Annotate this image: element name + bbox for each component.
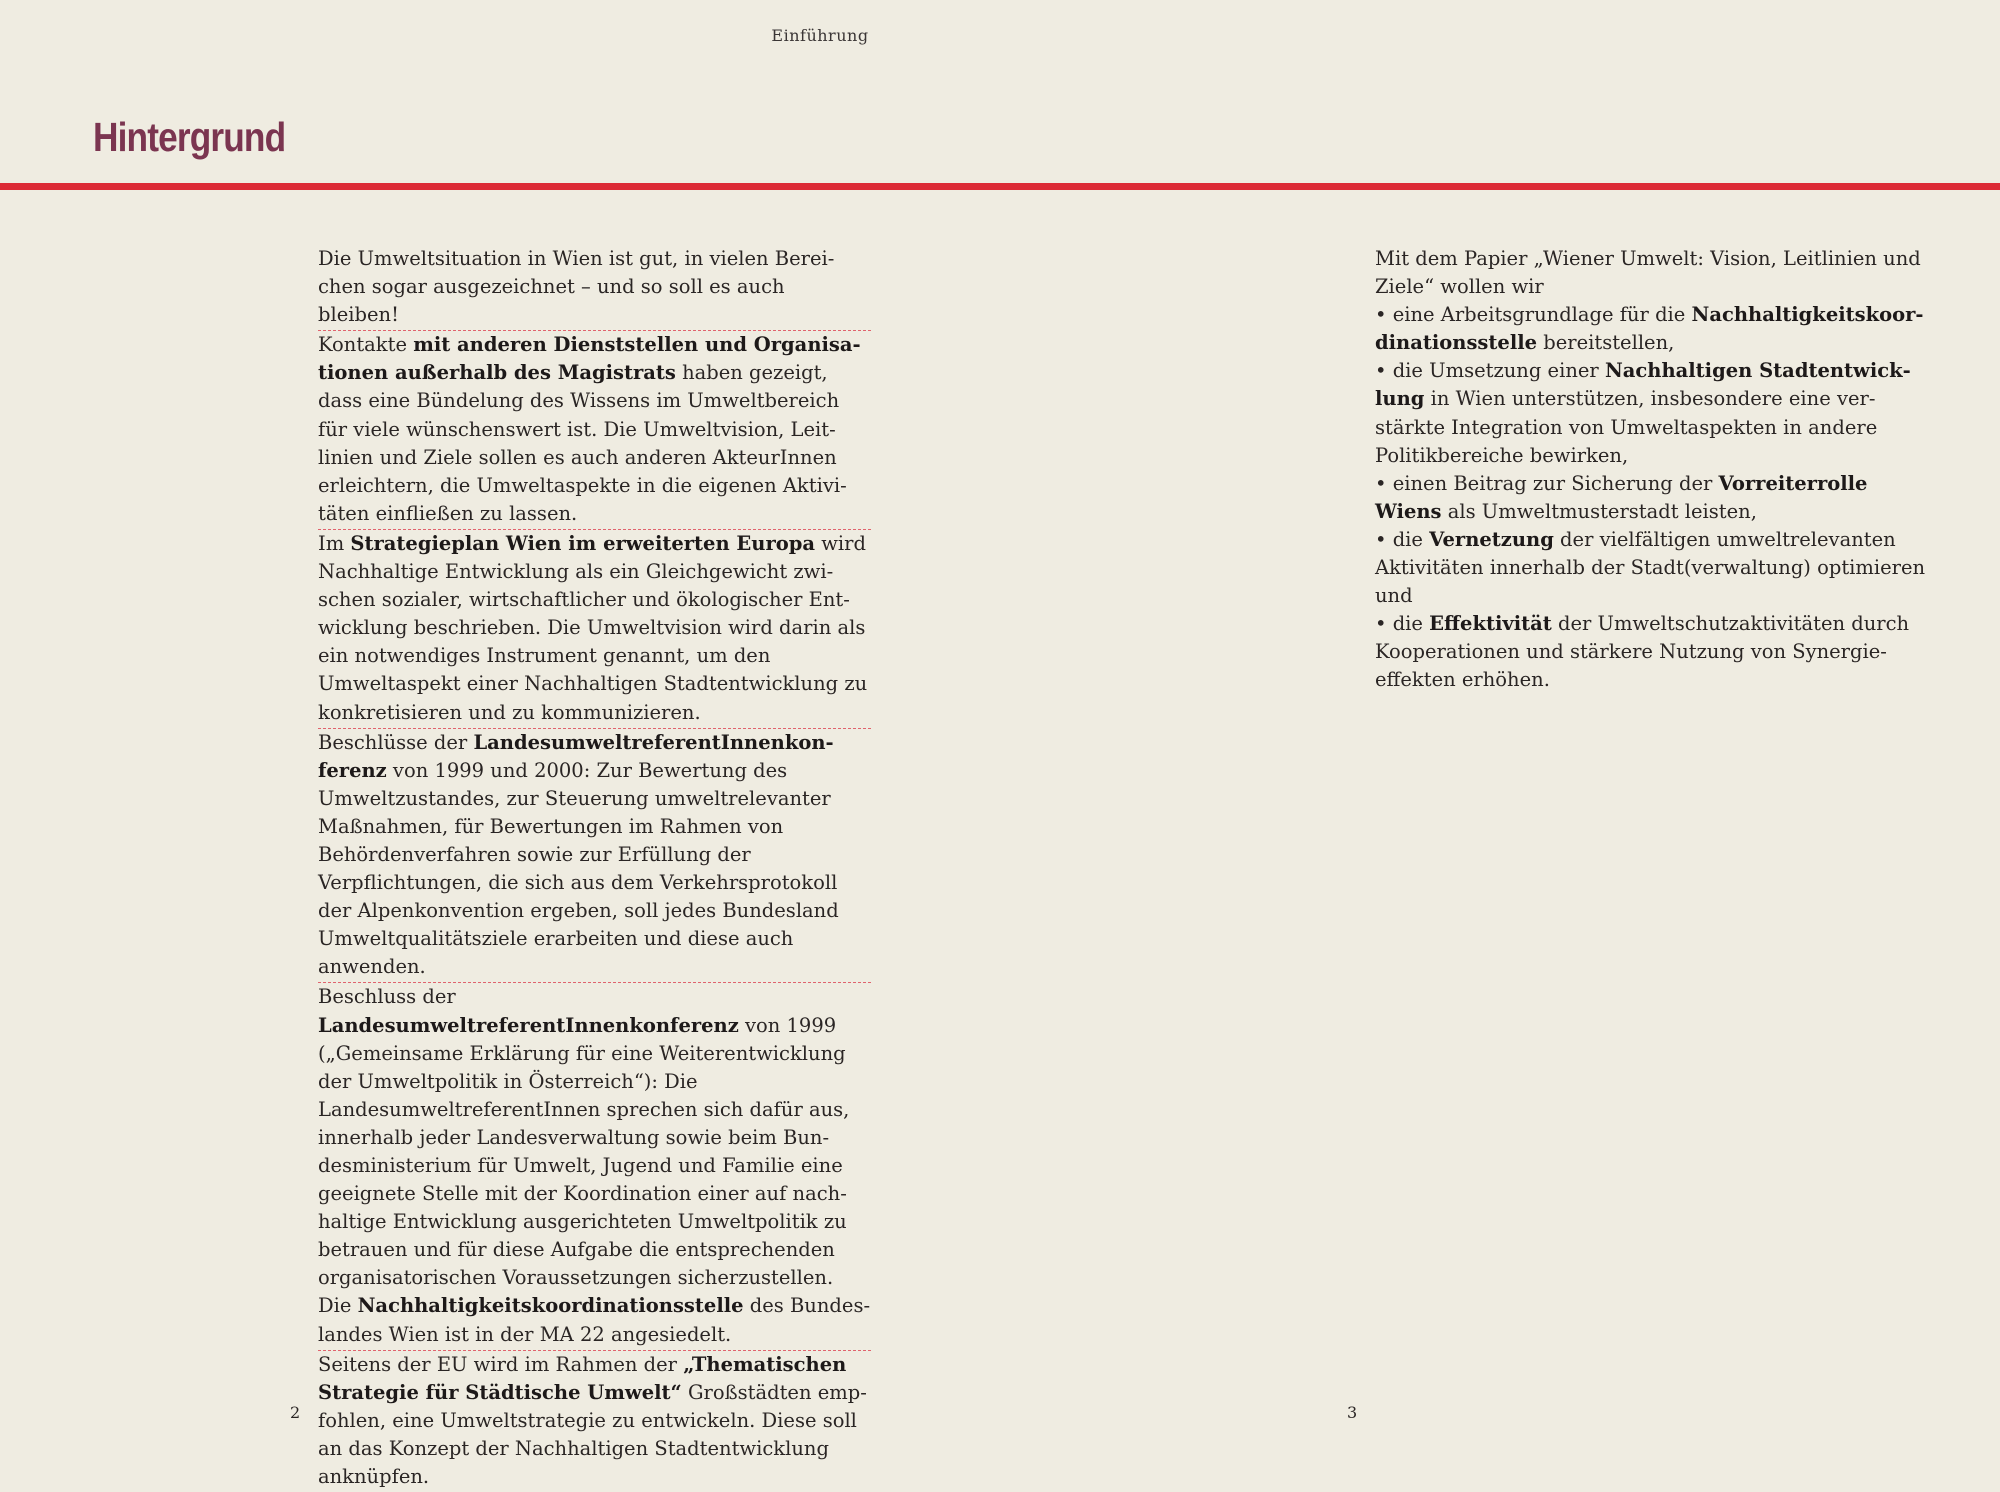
paragraph-emphasis: Nachhaltigkeitskoordinationsstelle bbox=[357, 1294, 744, 1318]
goals-intro: Mit dem Papier „Wiener Umwelt: Vision, Leitlinien und Ziele“ wollen wir bbox=[1375, 247, 1921, 299]
paragraph-intro: Die Umweltsituation in Wien ist gut, in vielen Bereichen sogar ausgezeichnet – und so soll es auch bleiben! bbox=[318, 245, 871, 331]
paragraph-text: Im bbox=[318, 531, 351, 555]
title-rule bbox=[0, 183, 2000, 190]
page-number-left: 2 bbox=[290, 1403, 301, 1422]
paragraph-text: wird Nachhaltige Entwicklung als ein Gleichgewicht zwischen sozialer, wirtschaftlicher und ökologischer Entwicklung beschrieben. Die Umweltvision wird darin als ein notwendiges Instrument genannt, um den Umweltaspekt einer Nachhaltigen Stadtentwicklung zu konkretisieren und zu kommunizieren. bbox=[318, 531, 868, 724]
list-item-text: der vielfältigen umweltrelevanten Aktivitäten innerhalb der Stadt(verwaltung) optimieren und bbox=[1375, 527, 1926, 608]
paragraph-emphasis: Strategieplan Wien im erweiterten Europa bbox=[350, 531, 816, 555]
paragraph-emphasis: „Thematischen Strategie für Städtische Umwelt“ bbox=[318, 1352, 847, 1404]
paragraph-eu bbox=[318, 1351, 871, 1492]
list-item-text: • die bbox=[1375, 612, 1430, 636]
page-number-right: 3 bbox=[1347, 1403, 1358, 1422]
paragraph-emphasis: mit anderen Dienststellen und Organisationen außerhalb des Magistrats bbox=[318, 333, 861, 385]
paragraph-beschluesse bbox=[318, 729, 871, 984]
paragraph-text: haben gezeigt, dass eine Bündelung des Wissens im Umweltbereich für viele wünschenswert ist. Die Umweltvision, Leitlinien und Ziele sollen es auch anderen AkteurInnen erleichtern, die Umweltaspekte in die eigenen Aktivitäten einfließen zu lassen. bbox=[318, 361, 847, 525]
paragraph-text: Beschlüsse der bbox=[318, 730, 474, 754]
list-item-text: als Umweltmusterstadt leisten, bbox=[1441, 499, 1757, 523]
right-column bbox=[1375, 245, 1935, 695]
list-item-text: • einen Beitrag zur Sicherung der bbox=[1375, 471, 1719, 495]
list-item-text: in Wien unterstützen, insbesondere eine verstärkte Integration von Umweltaspekten in andere Politikbereiche bewirken, bbox=[1375, 387, 1878, 467]
paragraph-text: Seitens der EU wird im Rahmen der bbox=[318, 1352, 684, 1376]
list-item-emphasis: Nachhaltigkeitskoordinationsstelle bbox=[1375, 303, 1924, 355]
list-item-text: • die bbox=[1375, 527, 1430, 551]
running-head: Einführung bbox=[771, 26, 869, 45]
list-item bbox=[1375, 357, 1935, 469]
paragraph-text: Kontakte bbox=[318, 333, 414, 357]
paragraph-text: von 1999 und 2000: Zur Bewertung des Umweltzustandes, zur Steuerung umweltrelevanter Maßnahmen, für Bewertungen im Rahmen von Behördenverfahren sowie zur Erfüllung der Verpflichtungen, die sich aus dem Verkehrsprotokoll der Alpenkonvention ergeben, soll jedes Bundesland Umweltqualitätsziele erarbeiten und diese auch anwenden. bbox=[318, 758, 839, 979]
list-item bbox=[1375, 526, 1935, 610]
list-item bbox=[1375, 301, 1935, 357]
list-item-text: • eine Arbeitsgrundlage für die bbox=[1375, 303, 1692, 327]
list-item-text: der Umweltschutzaktivitäten durch Kooperationen und stärkere Nutzung von Synergieeffekten erhöhen. bbox=[1375, 612, 1910, 692]
paragraph-text: des Bundeslandes Wien ist in der MA 22 angesiedelt. bbox=[318, 1294, 871, 1346]
paragraph-strategieplan bbox=[318, 530, 871, 729]
list-item-emphasis: Vernetzung bbox=[1429, 527, 1554, 551]
list-item bbox=[1375, 610, 1935, 694]
paragraph-text: Beschluss der bbox=[318, 985, 456, 1009]
list-item-emphasis: Effektivität bbox=[1429, 612, 1552, 636]
left-column bbox=[318, 245, 871, 1492]
list-item-text: bereitstellen, bbox=[1537, 331, 1675, 355]
paragraph-emphasis: LandesumweltreferentInnenkonferenz bbox=[318, 730, 834, 782]
paragraph-emphasis: LandesumweltreferentInnenkonferenz bbox=[318, 1013, 739, 1037]
paragraph-text: von 1999 („Gemeinsame Erklärung für eine Weiterentwicklung der Umweltpolitik in Österreich“): Die LandesumweltreferentInnen sprechen sich dafür aus, innerhalb jeder Landesverwaltung sowie beim Bundesministerium für Umwelt, Jugend und Familie eine geeignete Stelle mit der Koordination einer auf nachhaltige Entwicklung ausgerichteten Umweltpolitik zu betrauen und für diese Aufgabe die entsprechenden organisatorischen Voraussetzungen sicherzustellen. bbox=[318, 1013, 850, 1290]
paragraph-contacts bbox=[318, 331, 871, 530]
paragraph-text: Die bbox=[318, 1294, 358, 1318]
paragraph-text: Großstädten empfohlen, eine Umweltstrategie zu entwickeln. Diese soll an das Konzept der Nachhaltigen Stadtentwicklung anknüpfen. bbox=[318, 1380, 867, 1489]
paragraph-beschluss bbox=[318, 983, 871, 1350]
list-item-emphasis: Vorreiterrolle Wiens bbox=[1375, 471, 1868, 523]
list-item bbox=[1375, 470, 1935, 526]
page-title: Hintergrund bbox=[93, 114, 286, 160]
list-item-emphasis: Nachhaltigen Stadtentwicklung bbox=[1375, 359, 1911, 411]
list-item-text: • die Umsetzung einer bbox=[1375, 359, 1605, 383]
